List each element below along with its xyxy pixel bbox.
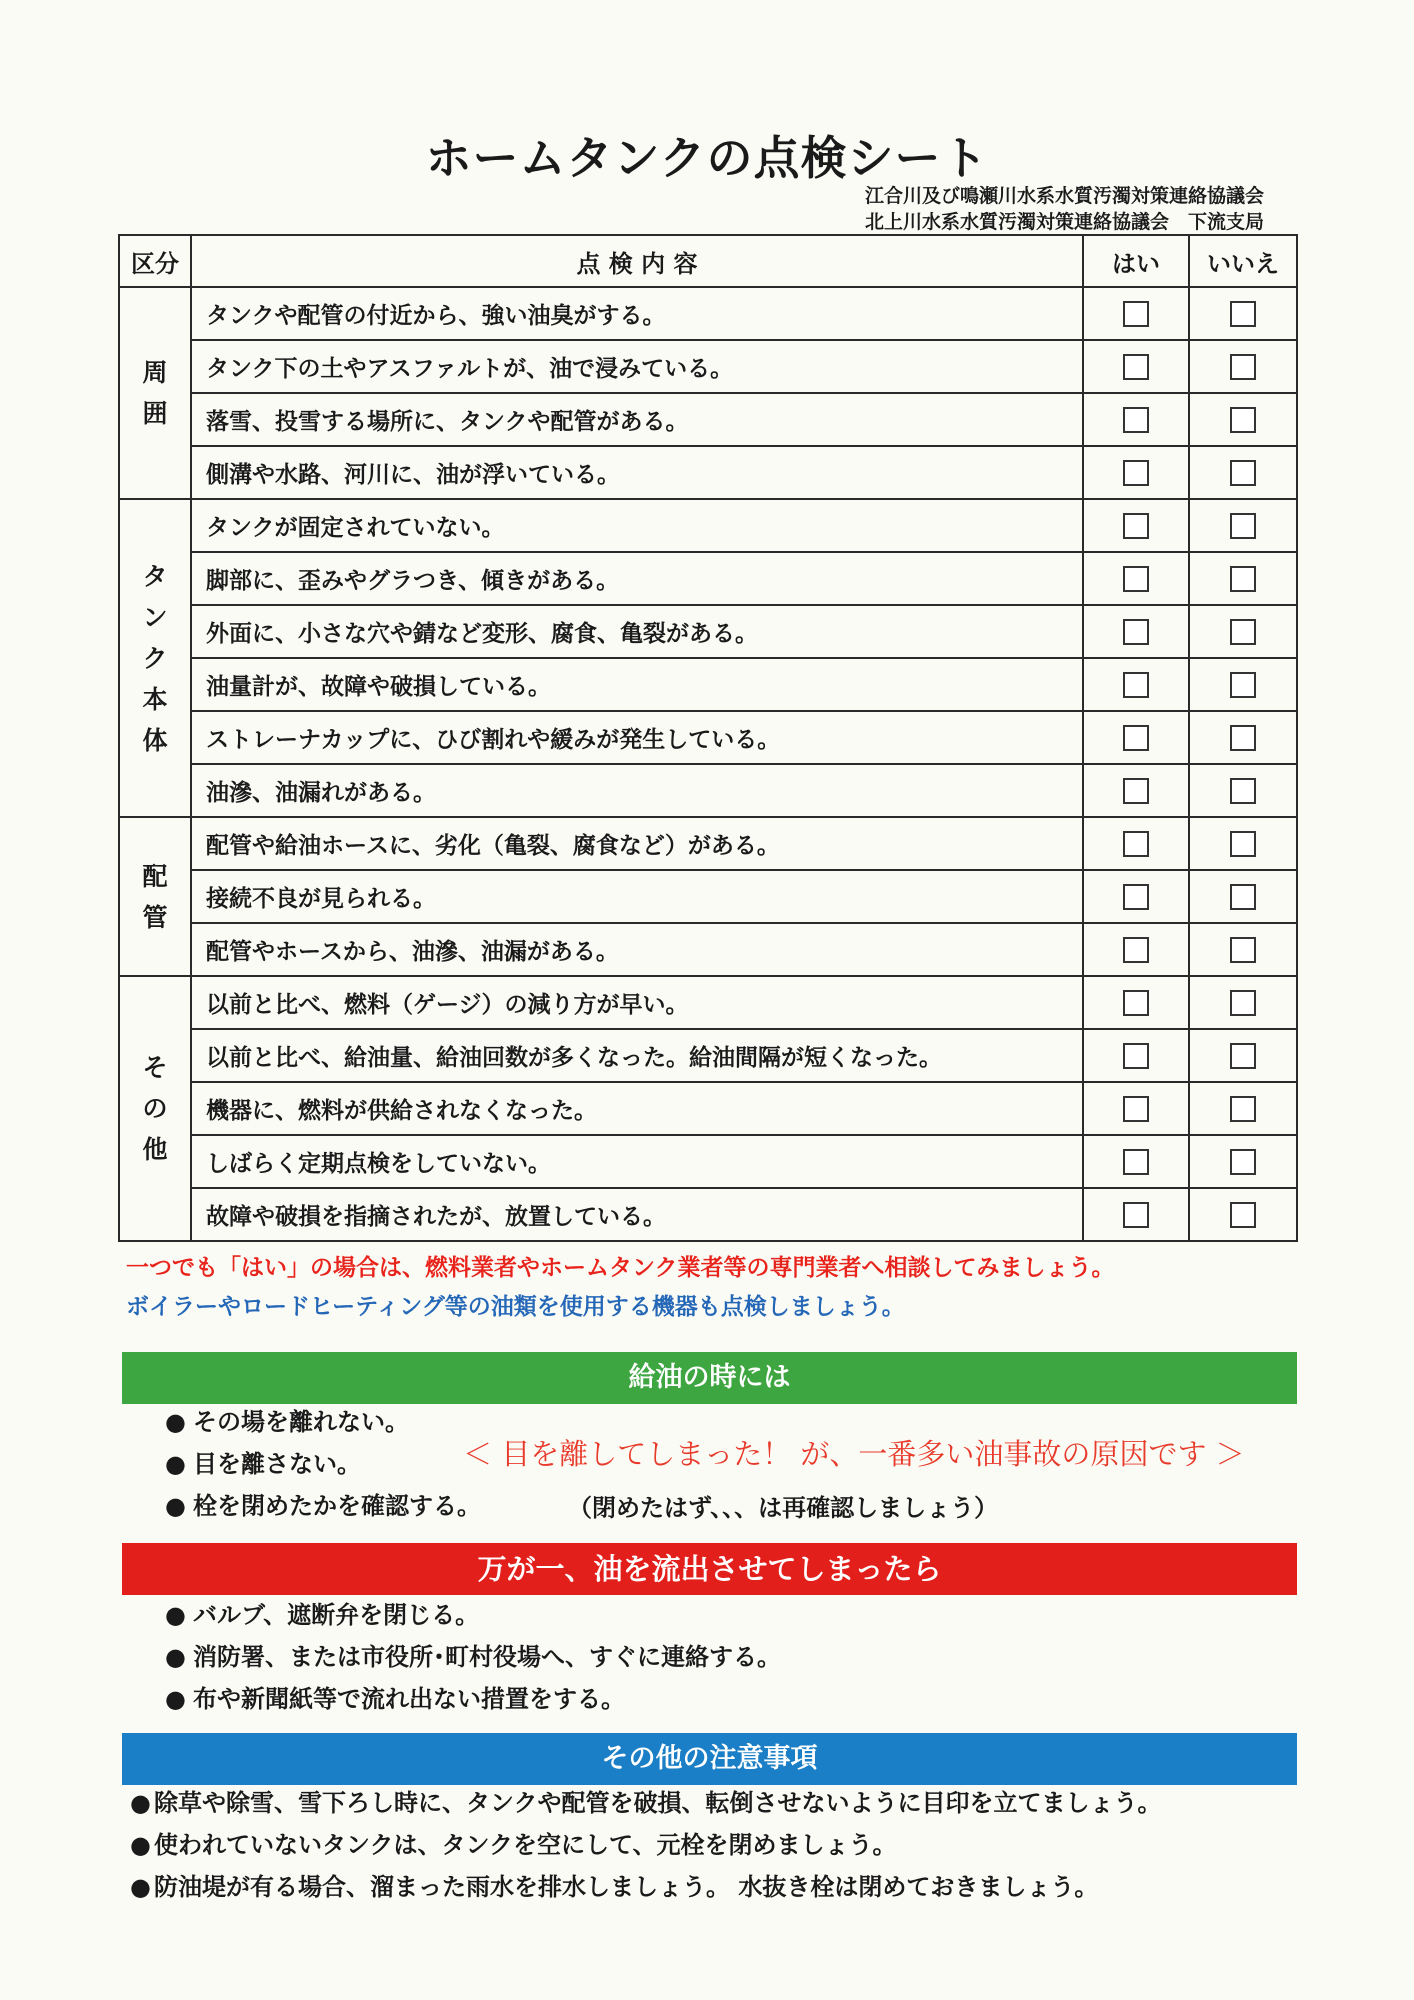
check-cell-yes xyxy=(1083,1135,1189,1188)
check-item-text: 配管やホースから、油滲、油漏がある。 xyxy=(191,923,1083,976)
check-cell-no xyxy=(1189,1188,1297,1241)
table-row xyxy=(119,552,1297,605)
check-cell-no xyxy=(1189,1135,1297,1188)
no-checkbox[interactable] xyxy=(1230,672,1256,698)
check-cell-no xyxy=(1189,446,1297,499)
yes-checkbox[interactable] xyxy=(1123,831,1149,857)
check-cell-no xyxy=(1189,923,1297,976)
spill-section-title: 万が一、油を流出させてしまったら xyxy=(122,1543,1297,1595)
table-row xyxy=(119,1082,1297,1135)
organization-line-2: 北上川水系水質汚濁対策連絡協議会 下流支局 xyxy=(864,211,1264,233)
check-cell-no xyxy=(1189,764,1297,817)
refuel-list xyxy=(165,1401,481,1527)
table-row xyxy=(119,658,1297,711)
check-cell-yes xyxy=(1083,287,1189,340)
category-cell xyxy=(119,817,191,976)
no-checkbox[interactable] xyxy=(1230,354,1256,380)
table-row xyxy=(119,1135,1297,1188)
yes-checkbox[interactable] xyxy=(1123,1043,1149,1069)
refuel-section-title: 給油の時には xyxy=(122,1352,1297,1404)
check-item-text: タンクや配管の付近から、強い油臭がする。 xyxy=(191,287,1083,340)
check-item-text: タンクが固定されていない。 xyxy=(191,499,1083,552)
check-cell-yes xyxy=(1083,446,1189,499)
yes-checkbox[interactable] xyxy=(1123,884,1149,910)
no-checkbox[interactable] xyxy=(1230,460,1256,486)
check-cell-no xyxy=(1189,1029,1297,1082)
list-item: ● 消防署、または市役所･町村役場へ、すぐに連絡する。 xyxy=(165,1643,781,1671)
category-label: 周囲 xyxy=(142,358,168,428)
check-cell-yes xyxy=(1083,711,1189,764)
yes-checkbox[interactable] xyxy=(1123,566,1149,592)
list-item: ● 防油堤が有る場合、溜まった雨水を排水しましょう。 水抜き栓は閉めておきましょう。 xyxy=(130,1873,1099,1901)
list-item: ● 目を離さない。 xyxy=(165,1450,361,1478)
check-cell-yes xyxy=(1083,658,1189,711)
recheck-note: （閉めたはず、、、は再確認しましょう） xyxy=(568,1494,999,1522)
check-item-text: 配管や給油ホースに、劣化（亀裂、腐食など）がある。 xyxy=(191,817,1083,870)
category-label: 配管 xyxy=(142,861,168,932)
check-cell-no xyxy=(1189,817,1297,870)
yes-checkbox[interactable] xyxy=(1123,990,1149,1016)
category-label: タンク本体 xyxy=(142,561,168,755)
yes-checkbox[interactable] xyxy=(1123,1149,1149,1175)
header-no: いいえ xyxy=(1189,235,1297,287)
table-row xyxy=(119,711,1297,764)
no-checkbox[interactable] xyxy=(1230,778,1256,804)
no-checkbox[interactable] xyxy=(1230,831,1256,857)
list-item: ● バルブ、遮断弁を閉じる。 xyxy=(165,1601,480,1629)
list-item: ● 除草や除雪、雪下ろし時に、タンクや配管を破損、転倒させないように目印を立てましょう。 xyxy=(130,1789,1162,1817)
check-item-text: タンク下の土やアスファルトが、油で浸みている。 xyxy=(191,340,1083,393)
check-item-text: ストレーナカップに、ひび割れや緩みが発生している。 xyxy=(191,711,1083,764)
list-item: ● 使われていないタンクは、タンクを空にして、元栓を閉めましょう。 xyxy=(130,1831,897,1859)
no-checkbox[interactable] xyxy=(1230,566,1256,592)
table-row xyxy=(119,605,1297,658)
no-checkbox[interactable] xyxy=(1230,937,1256,963)
list-item: ● 栓を閉めたかを確認する。 xyxy=(165,1492,481,1520)
check-cell-yes xyxy=(1083,923,1189,976)
no-checkbox[interactable] xyxy=(1230,1043,1256,1069)
table-row xyxy=(119,817,1297,870)
check-cell-no xyxy=(1189,658,1297,711)
no-checkbox[interactable] xyxy=(1230,990,1256,1016)
check-item-text: しばらく定期点検をしていない。 xyxy=(191,1135,1083,1188)
table-row xyxy=(119,923,1297,976)
no-checkbox[interactable] xyxy=(1230,725,1256,751)
check-item-text: 故障や破損を指摘されたが、放置している。 xyxy=(191,1188,1083,1241)
no-checkbox[interactable] xyxy=(1230,407,1256,433)
check-cell-yes xyxy=(1083,340,1189,393)
no-checkbox[interactable] xyxy=(1230,619,1256,645)
check-cell-yes xyxy=(1083,764,1189,817)
yes-checkbox[interactable] xyxy=(1123,1202,1149,1228)
table-row xyxy=(119,340,1297,393)
no-checkbox[interactable] xyxy=(1230,513,1256,539)
table-row xyxy=(119,976,1297,1029)
yes-checkbox[interactable] xyxy=(1123,513,1149,539)
no-checkbox[interactable] xyxy=(1230,1096,1256,1122)
check-cell-no xyxy=(1189,870,1297,923)
check-cell-yes xyxy=(1083,817,1189,870)
check-cell-no xyxy=(1189,1082,1297,1135)
table-row xyxy=(119,287,1297,340)
yes-checkbox[interactable] xyxy=(1123,301,1149,327)
header-category: 区分 xyxy=(119,235,191,287)
check-cell-yes xyxy=(1083,1029,1189,1082)
check-cell-yes xyxy=(1083,870,1189,923)
list-item: ● その場を離れない。 xyxy=(165,1408,409,1436)
category-cell xyxy=(119,287,191,499)
table-row xyxy=(119,1188,1297,1241)
check-item-text: 外面に、小さな穴や錆など変形、腐食、亀裂がある。 xyxy=(191,605,1083,658)
yes-checkbox[interactable] xyxy=(1123,460,1149,486)
inspection-table xyxy=(118,234,1298,1242)
table-body xyxy=(119,287,1297,1241)
equipment-note: ボイラーやロードヒーティング等の油類を使用する機器も点検しましょう。 xyxy=(126,1294,905,1320)
check-cell-yes xyxy=(1083,499,1189,552)
no-checkbox[interactable] xyxy=(1230,1202,1256,1228)
check-cell-no xyxy=(1189,605,1297,658)
no-checkbox[interactable] xyxy=(1230,884,1256,910)
check-item-text: 側溝や水路、河川に、油が浮いている。 xyxy=(191,446,1083,499)
check-item-text: 機器に、燃料が供給されなくなった。 xyxy=(191,1082,1083,1135)
yes-checkbox[interactable] xyxy=(1123,407,1149,433)
check-cell-no xyxy=(1189,340,1297,393)
check-item-text: 脚部に、歪みやグラつき、傾きがある。 xyxy=(191,552,1083,605)
category-label: その他 xyxy=(142,1053,168,1164)
yes-checkbox[interactable] xyxy=(1123,1096,1149,1122)
no-checkbox[interactable] xyxy=(1230,301,1256,327)
check-cell-no xyxy=(1189,552,1297,605)
table-row xyxy=(119,870,1297,923)
check-cell-yes xyxy=(1083,552,1189,605)
check-cell-yes xyxy=(1083,1188,1189,1241)
yes-checkbox[interactable] xyxy=(1123,937,1149,963)
other-section-title: その他の注意事項 xyxy=(122,1733,1297,1785)
table-row xyxy=(119,499,1297,552)
check-item-text: 油滲、油漏れがある。 xyxy=(191,764,1083,817)
header-yes: はい xyxy=(1083,235,1189,287)
main-cause-callout: ＜ 目を離してしまった！ が、一番多い油事故の原因です ＞ xyxy=(463,1437,1245,1471)
check-item-text: 接続不良が見られる。 xyxy=(191,870,1083,923)
yes-checkbox[interactable] xyxy=(1123,725,1149,751)
yes-checkbox[interactable] xyxy=(1123,778,1149,804)
check-cell-no xyxy=(1189,499,1297,552)
table-row xyxy=(119,1029,1297,1082)
table-header-row xyxy=(119,235,1297,287)
other-list xyxy=(130,1782,1162,1908)
check-cell-no xyxy=(1189,976,1297,1029)
table-row xyxy=(119,393,1297,446)
table-row xyxy=(119,446,1297,499)
check-cell-no xyxy=(1189,287,1297,340)
check-cell-yes xyxy=(1083,393,1189,446)
table-row xyxy=(119,764,1297,817)
category-cell xyxy=(119,499,191,817)
no-checkbox[interactable] xyxy=(1230,1149,1256,1175)
check-cell-no xyxy=(1189,393,1297,446)
yes-checkbox[interactable] xyxy=(1123,619,1149,645)
check-cell-yes xyxy=(1083,1082,1189,1135)
organization-line-1: 江合川及び鳴瀬川水系水質汚濁対策連絡協議会 xyxy=(864,185,1264,207)
check-item-text: 以前と比べ、燃料（ゲージ）の減り方が早い。 xyxy=(191,976,1083,1029)
check-item-text: 以前と比べ、給油量、給油回数が多くなった。給油間隔が短くなった。 xyxy=(191,1029,1083,1082)
header-content: 点 検 内 容 xyxy=(191,235,1083,287)
list-item: ● 布や新聞紙等で流れ出ない措置をする。 xyxy=(165,1685,625,1713)
yes-checkbox[interactable] xyxy=(1123,672,1149,698)
check-item-text: 油量計が、故障や破損している。 xyxy=(191,658,1083,711)
category-cell xyxy=(119,976,191,1241)
check-cell-yes xyxy=(1083,976,1189,1029)
spill-list xyxy=(165,1594,781,1720)
check-cell-yes xyxy=(1083,605,1189,658)
page-title: ホームタンクの点検シート xyxy=(425,131,989,185)
yes-checkbox[interactable] xyxy=(1123,354,1149,380)
consult-note: 一つでも「はい」の場合は、燃料業者やホームタンク業者等の専門業者へ相談してみましょう。 xyxy=(126,1255,1115,1281)
check-item-text: 落雪、投雪する場所に、タンクや配管がある。 xyxy=(191,393,1083,446)
check-cell-no xyxy=(1189,711,1297,764)
